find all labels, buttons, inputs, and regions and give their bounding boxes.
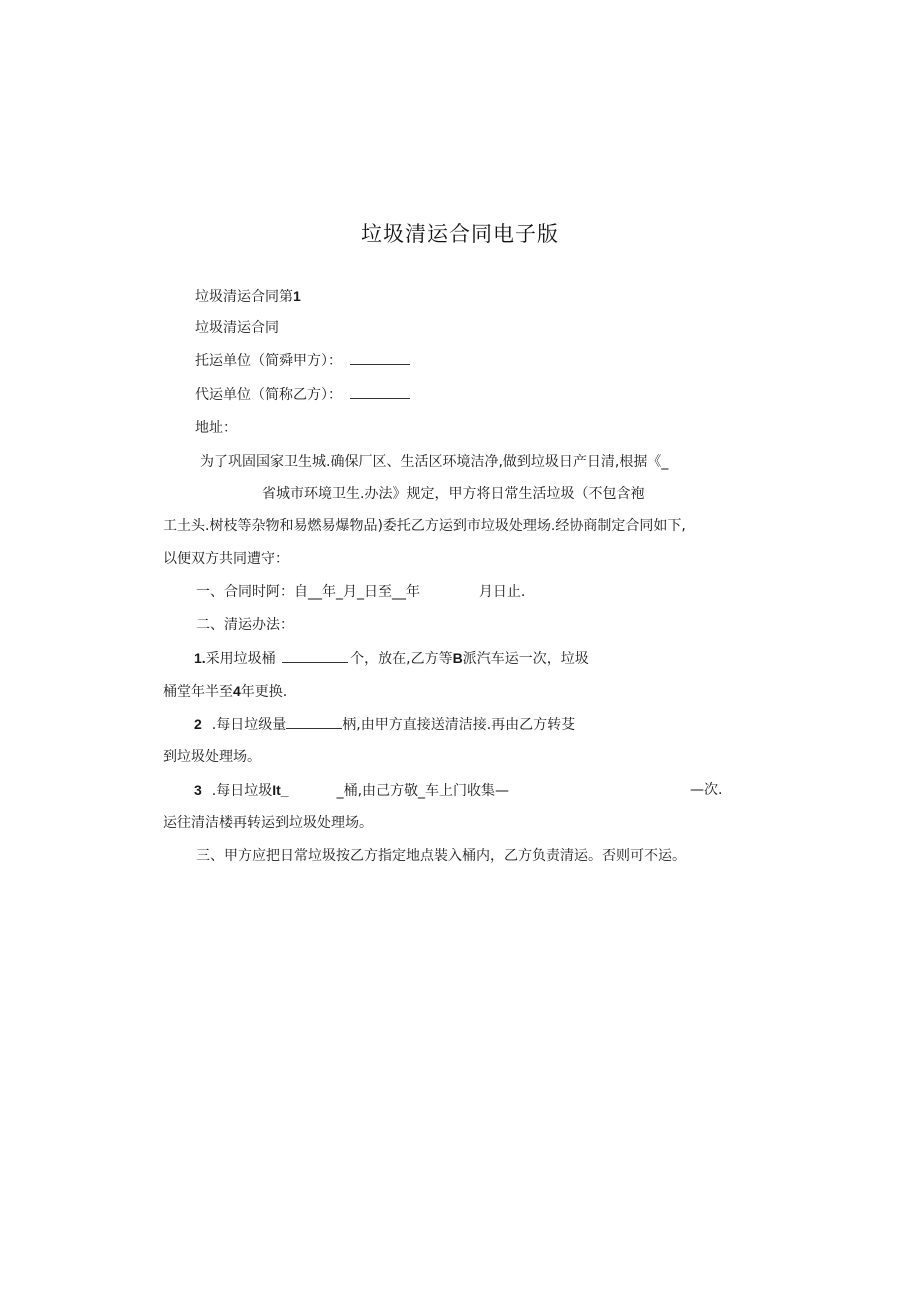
item-3-text-a: .每日垃圾 (211, 783, 273, 799)
party-b-label: 代运单位（简称乙方）： (195, 387, 342, 403)
paragraph-1-line-2: 省城市环境卫生.办法》规定，甲方将日常生活垃圾（不包含袍 (262, 486, 645, 502)
item-1-bold-letter: B (452, 650, 463, 666)
item-2-line-2: 到垃圾处理场。 (163, 749, 261, 765)
item-2-number: 2 (194, 716, 202, 732)
item-3-text-b: _桶,由己方敬_车上门收集— (336, 783, 510, 799)
party-b-line (195, 386, 410, 404)
item-1-line-1 (194, 649, 589, 668)
party-a-line (195, 352, 410, 370)
item-1-blank (282, 650, 348, 663)
item-3-line-1-end: —次. (690, 782, 723, 798)
item-1-line-2-text-b: 年更换. (240, 684, 288, 700)
item-2-line-1 (194, 715, 575, 734)
heading-line-2: 垃圾清运合同 (195, 320, 279, 336)
heading-line-1 (195, 287, 301, 306)
clause-1-end: 月日止. (478, 584, 526, 600)
item-1-line-2 (163, 682, 287, 701)
paragraph-1-line-3: 工土头.树枝等杂物和易燃易爆物品)委托乙方运到市垃圾处理场.经协商制定合同如下, (163, 518, 686, 534)
item-3-bold-text: It_ (272, 782, 289, 798)
paragraph-1-line-4: 以便双方共同遭守： (163, 551, 289, 567)
item-1-line-2-text-a: 桶堂年半至 (163, 684, 233, 700)
document-title: 垃圾清运合同电子版 (361, 222, 559, 246)
clause-3-line: 三、甲方应把日常垃圾按乙方指定地点裝入桶内，乙方负责清运。否则可不运。 (196, 848, 686, 864)
party-a-label: 托运单位（简舜甲方）： (195, 353, 342, 369)
address-line: 地址： (195, 420, 237, 436)
clause-1-line (196, 583, 525, 601)
item-2-text-a: .每日垃级量 (211, 717, 287, 733)
item-1-text-a: 采用垃圾桶 (205, 651, 276, 667)
item-2-text-b: 柄,由甲方直接送清洁接.再由乙方转芟 (342, 717, 576, 733)
item-1-number: 1. (194, 650, 206, 666)
item-3-number: 3 (194, 782, 202, 798)
item-1-line-2-number: 4 (233, 683, 241, 699)
clause-1-text: 一、合同时阿：自__年_月_日至__年 (196, 584, 420, 600)
item-1-text-c: 派汽车运一次，垃圾 (462, 651, 589, 667)
paragraph-1-line-1: 为了巩固国家卫生城.确保厂区、生活区环境洁净,做到垃圾日产日清,根据《_ (200, 454, 669, 470)
item-1-text-b: 个，放在,乙方等 (350, 651, 453, 667)
party-b-blank (350, 386, 410, 399)
clause-2-line: 二、清运办法： (196, 617, 294, 633)
item-3-line-1 (194, 781, 509, 800)
heading-1-text: 垃圾清运合同第 (195, 289, 293, 305)
party-a-blank (350, 352, 410, 365)
heading-1-number: 1 (293, 288, 301, 304)
item-2-blank (286, 716, 342, 729)
item-3-line-2: 运往清洁楼再转运到垃圾处理场。 (163, 815, 373, 831)
